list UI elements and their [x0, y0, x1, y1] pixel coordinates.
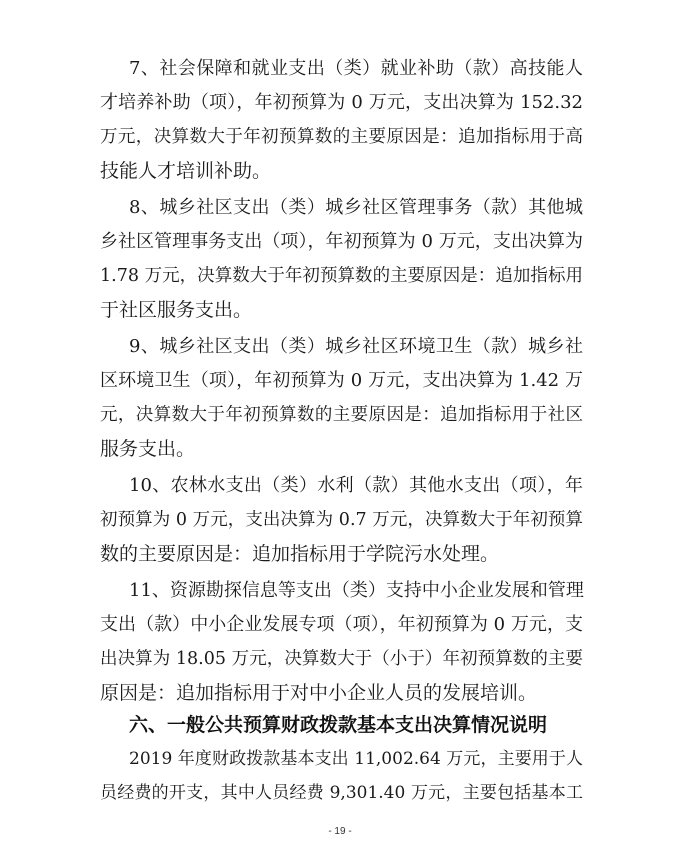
section-heading: 六、一般公共预算财政拨款基本支出决算情况说明: [129, 714, 548, 736]
item-8-line-2: 乡社区管理事务支出（项），年初预算为 0 万元，支出决算为: [100, 231, 583, 252]
item-11-line-1: 11、资源勘探信息等支出（类）支持中小企业发展和管理: [129, 580, 584, 601]
summary-line-1: 2019 年度财政拨款基本支出 11,002.64 万元，主要用于人: [129, 749, 583, 769]
item-7-line-2: 才培养补助（项），年初预算为 0 万元，支出决算为 152.32: [100, 92, 583, 113]
item-7-line-3: 万元，决算数大于年初预算数的主要原因是：追加指标用于高: [100, 127, 583, 147]
page-number: - 19 -: [328, 826, 352, 837]
item-9-line-2: 区环境卫生（项），年初预算为 0 万元，支出决算为 1.42 万: [100, 370, 583, 391]
item-7-line-1: 7、社会保障和就业支出（类）就业补助（款）高技能人: [129, 58, 583, 79]
summary-line-2: 员经费的开支，其中人员经费 9,301.40 万元，主要包括基本工: [100, 783, 583, 803]
item-11-line-2: 支出（款）中小企业发展专项（项），年初预算为 0 万元，支: [100, 614, 583, 635]
item-10-line-1: 10、农林水支出（类）水利（款）其他水支出（项），年: [129, 475, 583, 496]
item-9-line-4: 服务支出。: [100, 438, 196, 460]
item-9-line-1: 9、城乡社区支出（类）城乡社区环境卫生（款）城乡社: [129, 336, 583, 357]
item-11-line-4: 原因是：追加指标用于对中小企业人员的发展培训。: [100, 682, 538, 704]
item-8-line-4: 于社区服务支出。: [100, 299, 253, 321]
item-8-line-1: 8、城乡社区支出（类）城乡社区管理事务（款）其他城: [129, 197, 583, 218]
item-10-line-2: 初预算为 0 万元，支出决算为 0.7 万元，决算数大于年初预算: [100, 510, 583, 530]
item-8-line-3: 1.78 万元，决算数大于年初预算数的主要原因是：追加指标用: [100, 266, 583, 286]
item-11-line-3: 出决算为 18.05 万元，决算数大于（小于）年初预算数的主要: [100, 649, 583, 669]
item-10-line-3: 数的主要原因是：追加指标用于学院污水处理。: [100, 543, 500, 565]
item-9-line-3: 元，决算数大于年初预算数的主要原因是：追加指标用于社区: [100, 405, 583, 425]
item-7-line-4: 技能人才培训补助。: [100, 160, 272, 182]
